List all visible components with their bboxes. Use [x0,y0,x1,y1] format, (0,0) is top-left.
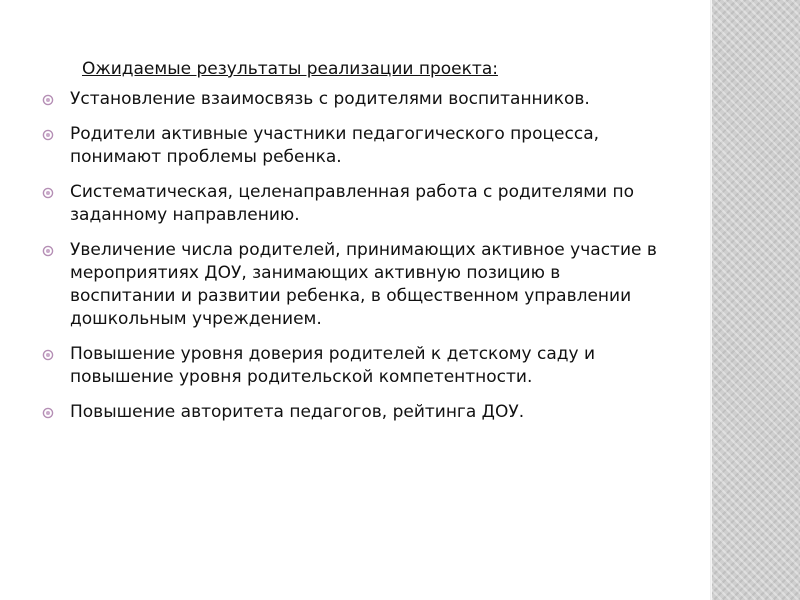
bullet-text: Установление взаимосвязь с родителями воспитанников. [70,89,590,109]
bullet-item [42,343,662,389]
bullet-list [42,88,662,436]
ring-bullet-icon [42,129,54,141]
bullet-item [42,401,662,424]
bullet-item [42,88,662,111]
bullet-text: Увеличение числа родителей, принимающих активное участие в мероприятиях ДОУ, занимающих активную позицию в воспитании и развитии ребенка, в общественном управлении дошкольным учреждением. [70,240,657,329]
ring-bullet-icon [42,94,54,106]
bullet-item [42,181,662,227]
ring-bullet-icon [42,187,54,199]
bullet-text: Повышение авторитета педагогов, рейтинга ДОУ. [70,402,525,422]
ring-bullet-icon [42,349,54,361]
bullet-item [42,123,662,169]
ring-bullet-icon [42,245,54,257]
bullet-text: Родители активные участники педагогического процесса, понимают проблемы ребенка. [70,124,600,167]
bullet-text: Систематическая, целенаправленная работа с родителями по заданному направлению. [70,182,635,225]
bullet-item [42,239,662,331]
bullet-text: Повышение уровня доверия родителей к детскому саду и повышение уровня родительской компетентности. [70,344,596,387]
decorative-side-band [712,0,800,600]
slide-heading: Ожидаемые результаты реализации проекта: [82,59,498,79]
ring-bullet-icon [42,407,54,419]
